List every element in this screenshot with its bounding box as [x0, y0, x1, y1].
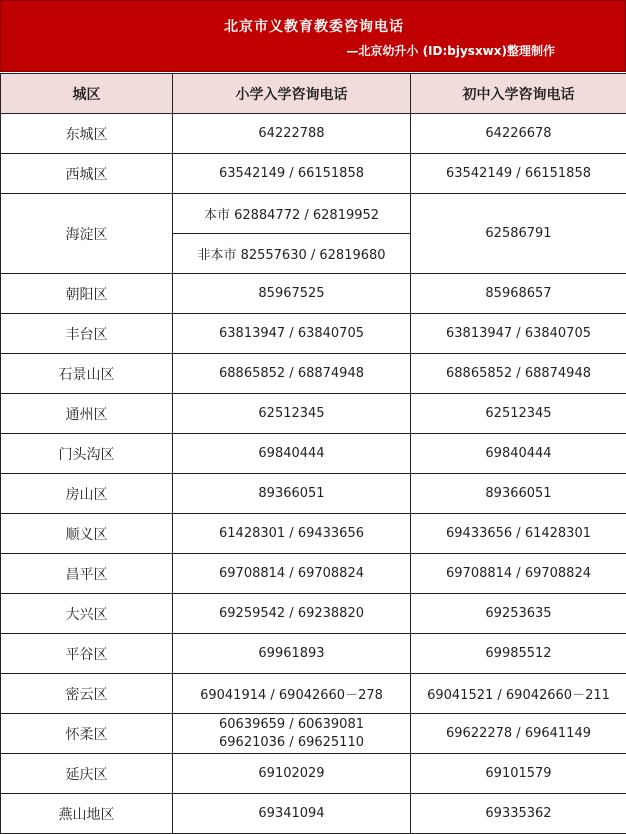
table-row: [1, 314, 626, 354]
table-row: [1, 794, 626, 834]
column-header-district: 城区: [1, 74, 173, 114]
primary-phone-line: 60639659 / 60639081: [219, 716, 364, 732]
middle-phone-cell: 63813947 / 63840705: [411, 314, 626, 354]
district-cell: 延庆区: [1, 754, 173, 794]
primary-phone-cell: 85967525: [173, 274, 411, 314]
primary-phone-cell: 69708814 / 69708824: [173, 554, 411, 594]
primary-phone-cell: 69041914 / 69042660－278: [173, 674, 411, 714]
middle-phone-cell: 69840444: [411, 434, 626, 474]
primary-phone-nonlocal-cell: 非本市 82557630 / 62819680: [173, 234, 411, 274]
district-cell: 密云区: [1, 674, 173, 714]
middle-phone-cell: 69335362: [411, 794, 626, 834]
middle-phone-cell: 69985512: [411, 634, 626, 674]
table-row: [1, 594, 626, 634]
middle-phone-cell: 69101579: [411, 754, 626, 794]
middle-phone-cell: 85968657: [411, 274, 626, 314]
table-row: [1, 754, 626, 794]
district-cell: 顺义区: [1, 514, 173, 554]
middle-phone-cell: 63542149 / 66151858: [411, 154, 626, 194]
primary-phone-cell: 69961893: [173, 634, 411, 674]
table-row: [1, 434, 626, 474]
table-header-row: [1, 74, 626, 114]
table-row: [1, 354, 626, 394]
primary-phone-cell: 63813947 / 63840705: [173, 314, 411, 354]
primary-phone-local-cell: 本市 62884772 / 62819952: [173, 194, 411, 234]
column-header-primary: 小学入学咨询电话: [173, 74, 411, 114]
middle-phone-cell: 69041521 / 69042660－211: [411, 674, 626, 714]
middle-phone-cell: 69253635: [411, 594, 626, 634]
middle-phone-cell: 68865852 / 68874948: [411, 354, 626, 394]
middle-phone-cell: 69622278 / 69641149: [411, 714, 626, 754]
primary-phone-cell: 61428301 / 69433656: [173, 514, 411, 554]
district-cell: 西城区: [1, 154, 173, 194]
table-row: [1, 114, 626, 154]
primary-phone-cell: 69840444: [173, 434, 411, 474]
column-header-middle: 初中入学咨询电话: [411, 74, 626, 114]
district-cell: 丰台区: [1, 314, 173, 354]
district-cell: 海淀区: [1, 194, 173, 274]
district-cell: 大兴区: [1, 594, 173, 634]
table-row: [1, 394, 626, 434]
middle-phone-cell: 62586791: [411, 194, 626, 274]
table-row: [1, 554, 626, 594]
district-cell: 通州区: [1, 394, 173, 434]
middle-phone-cell: 62512345: [411, 394, 626, 434]
table-row: [1, 514, 626, 554]
title-banner: [0, 0, 626, 72]
page-subtitle: —北京幼升小 (ID:bjysxwx)整理制作: [346, 44, 555, 58]
primary-phone-cell: 64222788: [173, 114, 411, 154]
primary-phone-cell: 69259542 / 69238820: [173, 594, 411, 634]
district-cell: 怀柔区: [1, 714, 173, 754]
table-row: [1, 154, 626, 194]
district-cell: 朝阳区: [1, 274, 173, 314]
middle-phone-cell: 69708814 / 69708824: [411, 554, 626, 594]
middle-phone-cell: 64226678: [411, 114, 626, 154]
district-cell: 平谷区: [1, 634, 173, 674]
table-row: [1, 714, 626, 754]
primary-phone-line: 69621036 / 69625110: [219, 734, 364, 750]
primary-phone-cell: [173, 714, 411, 754]
primary-phone-cell: 89366051: [173, 474, 411, 514]
middle-phone-cell: 69433656 / 61428301: [411, 514, 626, 554]
table-row: [1, 474, 626, 514]
district-cell: 门头沟区: [1, 434, 173, 474]
primary-phone-cell: 63542149 / 66151858: [173, 154, 411, 194]
primary-phone-cell: 69341094: [173, 794, 411, 834]
middle-phone-cell: 89366051: [411, 474, 626, 514]
district-cell: 石景山区: [1, 354, 173, 394]
page-title: 北京市义教育教委咨询电话: [224, 19, 404, 35]
district-cell: 房山区: [1, 474, 173, 514]
primary-phone-cell: 68865852 / 68874948: [173, 354, 411, 394]
primary-phone-cell: 69102029: [173, 754, 411, 794]
district-cell: 燕山地区: [1, 794, 173, 834]
primary-phone-cell: 62512345: [173, 394, 411, 434]
table-row: [1, 674, 626, 714]
table-row: [1, 274, 626, 314]
table-row: [1, 634, 626, 674]
table-row: [1, 194, 626, 234]
phone-table: [0, 73, 626, 834]
district-cell: 昌平区: [1, 554, 173, 594]
district-cell: 东城区: [1, 114, 173, 154]
